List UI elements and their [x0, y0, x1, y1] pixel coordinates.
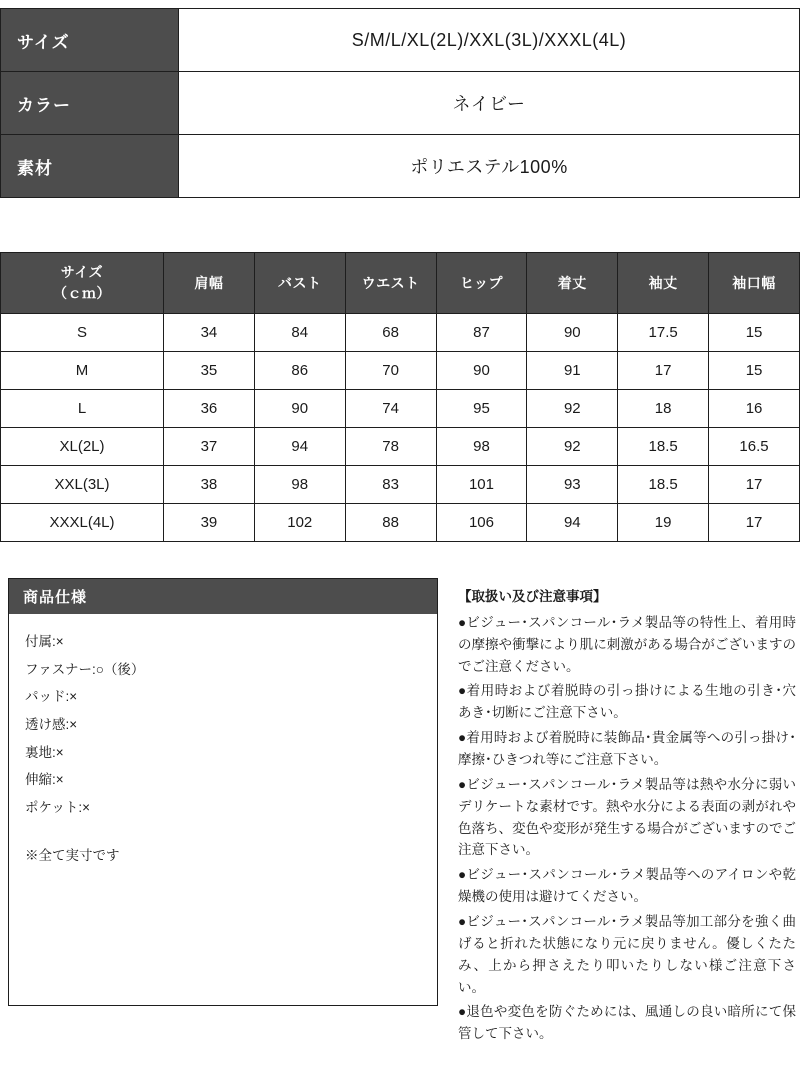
table-row — [1, 72, 800, 135]
table-row — [1, 9, 800, 72]
table-row — [1, 314, 800, 352]
size-cell: 35 — [164, 352, 255, 390]
caution-item: ●ビジュー･スパンコール･ラメ製品等へのアイロンや乾燥機の使用は避けてください。 — [458, 867, 796, 905]
size-row-label: L — [1, 390, 164, 428]
list-item: 付属:× — [25, 634, 64, 649]
table-row — [1, 352, 800, 390]
caution-item: ●退色や変色を防ぐためには、風通しの良い暗所にて保管して下さい。 — [458, 1004, 796, 1042]
size-row-label: XXXL(4L) — [1, 504, 164, 542]
column-header-shoulder: 肩幅 — [164, 253, 255, 314]
size-cell: 18 — [618, 390, 709, 428]
size-cell: 91 — [527, 352, 618, 390]
size-cell: 102 — [254, 504, 345, 542]
size-cell: 68 — [345, 314, 436, 352]
size-cell: 87 — [436, 314, 527, 352]
table-row — [1, 135, 800, 198]
product-specification-header: 商品仕様 — [9, 579, 437, 614]
caution-item: ●ビジュー･スパンコール･ラメ製品等の特性上、着用時の摩擦や衝撃により肌に刺激がある場合がございますのでご注意ください。 — [458, 614, 796, 674]
size-cell: 84 — [254, 314, 345, 352]
size-cell: 92 — [527, 428, 618, 466]
size-row-label: XXL(3L) — [1, 466, 164, 504]
list-item: 透け感:× — [25, 717, 78, 733]
column-header-hip: ヒップ — [436, 253, 527, 314]
list-item: ファスナー:○（後） — [25, 661, 145, 677]
column-header-length: 着丈 — [527, 253, 618, 314]
size-cell: 101 — [436, 466, 527, 504]
column-header-cuff-width: 袖口幅 — [709, 253, 800, 314]
column-header-bust: バスト — [254, 253, 345, 314]
product-specification-list — [9, 614, 437, 869]
spec-label-material: 素材 — [1, 135, 179, 198]
spec-table-body — [1, 9, 800, 198]
size-cell: 17 — [709, 466, 800, 504]
size-measurement-table — [0, 252, 800, 542]
size-cell: 95 — [436, 390, 527, 428]
size-cell: 17.5 — [618, 314, 709, 352]
list-item: 裏地:× — [25, 744, 64, 760]
size-cell: 39 — [164, 504, 255, 542]
size-row-label: S — [1, 314, 164, 352]
size-cell: 94 — [527, 504, 618, 542]
corner-line-1: サイズ — [60, 264, 104, 280]
spec-value-material: ポリエステル100% — [179, 135, 800, 198]
table-row — [1, 504, 800, 542]
spec-value-size: S/M/L/XL(2L)/XXL(3L)/XXXL(4L) — [179, 9, 800, 72]
size-cell: 86 — [254, 352, 345, 390]
size-cell: 98 — [254, 466, 345, 504]
size-cell: 78 — [345, 428, 436, 466]
spec-label-size: サイズ — [1, 9, 179, 72]
column-header-waist: ウエスト — [345, 253, 436, 314]
size-table-corner-header — [1, 253, 164, 314]
size-cell: 36 — [164, 390, 255, 428]
size-cell: 17 — [618, 352, 709, 390]
caution-item: ●着用時および着脱時に装飾品･貴金属等への引っ掛け･摩擦･ひきつれ等にご注意下さい。 — [458, 730, 796, 768]
size-cell: 37 — [164, 428, 255, 466]
size-row-label: M — [1, 352, 164, 390]
size-table-head — [1, 253, 800, 314]
size-cell: 90 — [254, 390, 345, 428]
table-row — [1, 466, 800, 504]
table-row — [1, 428, 800, 466]
size-cell: 38 — [164, 466, 255, 504]
list-item: パッド:× — [25, 689, 78, 705]
size-cell: 90 — [527, 314, 618, 352]
size-cell: 70 — [345, 352, 436, 390]
size-cell: 18.5 — [618, 466, 709, 504]
size-cell: 93 — [527, 466, 618, 504]
product-spec-table — [0, 8, 800, 198]
table-header-row — [1, 253, 800, 314]
size-cell: 15 — [709, 314, 800, 352]
column-header-sleeve-length: 袖丈 — [618, 253, 709, 314]
product-specification-panel — [8, 578, 438, 1006]
size-cell: 88 — [345, 504, 436, 542]
size-cell: 94 — [254, 428, 345, 466]
measurement-note: ※全て実寸です — [25, 847, 120, 863]
size-cell: 98 — [436, 428, 527, 466]
list-item: 伸縮:× — [25, 772, 64, 788]
size-cell: 90 — [436, 352, 527, 390]
size-cell: 18.5 — [618, 428, 709, 466]
corner-line-2: （ｃｍ） — [53, 285, 111, 301]
size-table-body — [1, 314, 800, 542]
list-item: ポケット:× — [25, 800, 90, 816]
size-cell: 16.5 — [709, 428, 800, 466]
spec-label-color: カラー — [1, 72, 179, 135]
size-cell: 106 — [436, 504, 527, 542]
size-cell: 19 — [618, 504, 709, 542]
size-cell: 83 — [345, 466, 436, 504]
size-cell: 15 — [709, 352, 800, 390]
size-cell: 16 — [709, 390, 800, 428]
cautions-title: 【取扱い及び注意事項】 — [458, 589, 607, 604]
table-row — [1, 390, 800, 428]
size-row-label: XL(2L) — [1, 428, 164, 466]
caution-item: ●ビジュー･スパンコール･ラメ製品等加工部分を強く曲げると折れた状態になり元に戻りません。優しくたたみ、上から押さえたり叩いたりしない様ご注意下さい。 — [458, 914, 796, 995]
size-cell: 92 — [527, 390, 618, 428]
caution-item: ●ビジュー･スパンコール･ラメ製品等は熱や水分に弱いデリケートな素材です。熱や水分による表面の剥がれや色落ち、変色や変形が発生する場合がございますのでご注意下さい。 — [458, 776, 796, 858]
spec-value-color: ネイビー — [179, 72, 800, 135]
size-cell: 74 — [345, 390, 436, 428]
size-cell: 17 — [709, 504, 800, 542]
caution-item: ●着用時および着脱時の引っ掛けによる生地の引き･穴あき･切断にご注意下さい。 — [458, 683, 796, 721]
size-cell: 34 — [164, 314, 255, 352]
cautions-panel — [458, 586, 796, 1048]
